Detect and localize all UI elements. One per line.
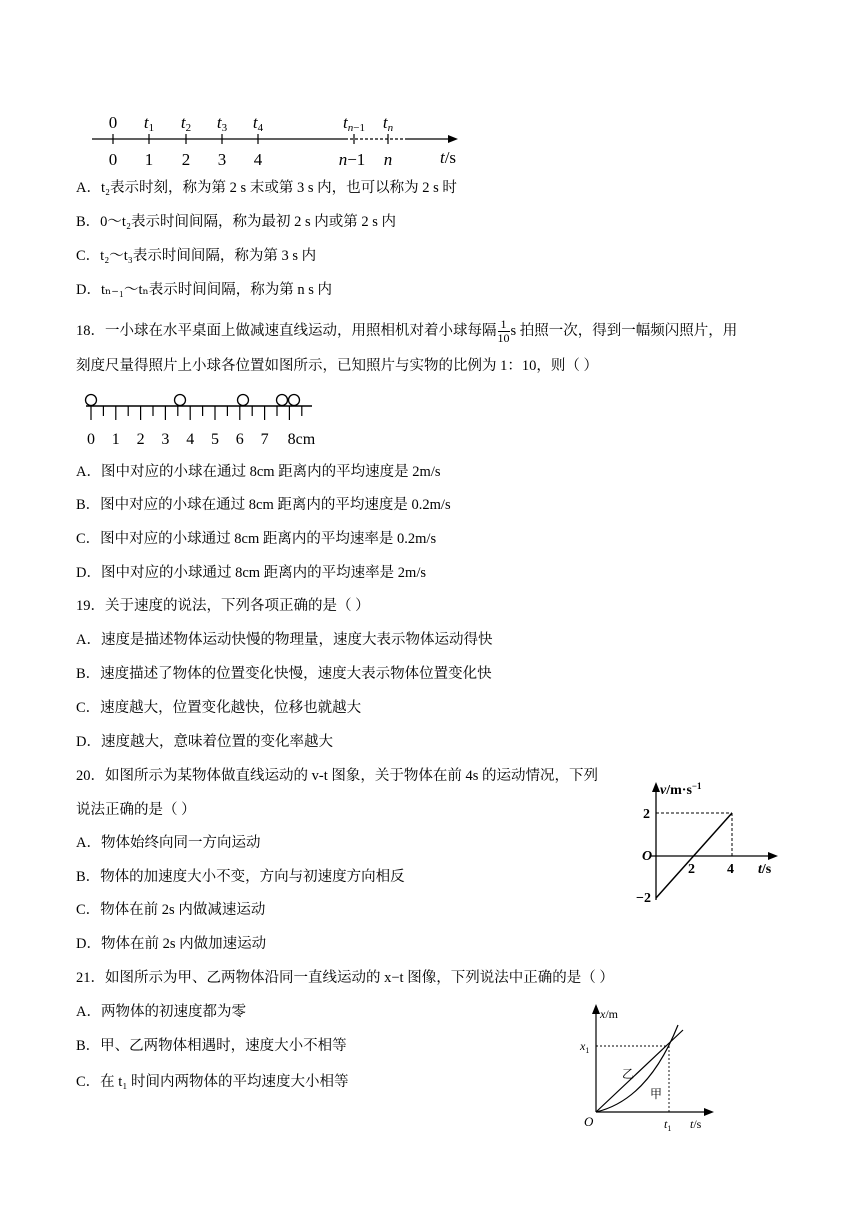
timeline-bottom-0: 0 — [108, 150, 118, 169]
ruler-figure — [80, 388, 330, 450]
q17-option-b[interactable]: B．0～t₂表示时间间隔，称为最初 2 s 内或第 2 s 内 — [76, 214, 397, 230]
ruler-label-7: 7 — [260, 431, 269, 448]
q18-option-d[interactable]: D．图中对应的小球通过 8cm 距离内的平均速率是 2m/s — [76, 565, 427, 581]
timeline-top-0: 0 — [108, 113, 118, 132]
ruler-label-3: 3 — [161, 431, 170, 448]
ruler-label-4: 4 — [186, 431, 195, 448]
ruler-label-8: 8cm — [287, 431, 316, 448]
timeline-bottom-n-1: n−1 — [338, 150, 366, 169]
q18-stem-post: s 拍照一次，得到一幅频闪照片，用 — [510, 322, 738, 339]
q20-option-c[interactable]: C．物体在前 2s 内做减速运动 — [76, 902, 266, 918]
ball-position-0 — [86, 395, 97, 406]
q18-stem-line1 — [76, 318, 737, 345]
ball-position-3 — [277, 395, 288, 406]
q21-option-b[interactable]: B．甲、乙两物体相遇时，速度大小不相等 — [76, 1038, 347, 1054]
timeline-top-t4: t4 — [252, 113, 264, 134]
timeline-top-t3: t3 — [216, 113, 228, 134]
timeline-figure — [80, 108, 470, 170]
q18-stem-pre: 18．一小球在水平桌面上做减速直线运动，用照相机对着小球每隔 — [76, 322, 497, 339]
ruler-label-5: 5 — [211, 431, 219, 448]
vt-graph — [630, 778, 790, 908]
timeline-bottom-2: 2 — [181, 150, 191, 169]
ball-position-2 — [238, 395, 249, 406]
q18-frac-num: 1 — [498, 318, 510, 332]
timeline-top-t2: t2 — [180, 113, 192, 134]
xt-origin: O — [584, 1114, 594, 1129]
q18-fraction — [498, 318, 510, 345]
q18-frac-den: 10 — [497, 331, 510, 345]
xt-t1: $t_1$ — [664, 1117, 672, 1132]
xt-xlabel: t/s — [690, 1117, 702, 1131]
vt-ylabel: $v/m\cdot s^{-1}$ — [660, 781, 702, 798]
q20-option-b[interactable]: B．物体的加速度大小不变，方向与初速度方向相反 — [76, 869, 405, 885]
vt-ytick-2: 2 — [643, 807, 650, 822]
q19-option-a[interactable]: A．速度是描述物体运动快慢的物理量，速度大表示物体运动得快 — [76, 632, 493, 648]
xt-graph — [578, 1000, 728, 1132]
vt-origin: O — [642, 849, 653, 864]
timeline-top-tn-1: tn−1 — [343, 113, 365, 134]
q18-stem-line2: 刻度尺量得照片上小球各位置如图所示，已知照片与实物的比例为 1：10，则（ ） — [76, 358, 598, 374]
vt-xtick-2: 2 — [688, 862, 695, 877]
timeline-top-tn: tn — [382, 113, 394, 134]
ruler-label-0: 0 — [87, 431, 95, 448]
xt-x1: $x_1$ — [580, 1039, 590, 1055]
timeline-axis-label: t/s — [439, 148, 457, 167]
q20-stem-line1: 20．如图所示为某物体做直线运动的 v-t 图象，关于物体在前 4s 的运动情况，下列 — [76, 768, 598, 784]
q20-option-a[interactable]: A．物体始终向同一方向运动 — [76, 835, 261, 851]
q21-option-c[interactable]: C．在 t₁ 时间内两物体的平均速度大小相等 — [76, 1074, 349, 1090]
timeline-top-t1: t1 — [143, 113, 155, 134]
q21-option-a[interactable]: A．两物体的初速度都为零 — [76, 1004, 246, 1020]
q17-option-d[interactable]: D．tₙ₋₁～tₙ表示时间间隔，称为第 n s 内 — [76, 282, 333, 298]
timeline-bottom-1: 1 — [144, 150, 154, 169]
ruler-label-2: 2 — [136, 431, 145, 448]
q19-option-b[interactable]: B．速度描述了物体的位置变化快慢，速度大表示物体位置变化快 — [76, 666, 492, 682]
ruler-label-1: 1 — [111, 431, 120, 448]
q18-option-a[interactable]: A．图中对应的小球在通过 8cm 距离内的平均速度是 2m/s — [76, 464, 441, 480]
q19-stem: 19．关于速度的说法，下列各项正确的是（ ） — [76, 598, 370, 614]
q17-option-a[interactable]: A．t₂表示时刻，称为第 2 s 末或第 3 s 内，也可以称为 2 s 时 — [76, 180, 457, 196]
q20-option-d[interactable]: D．物体在前 2s 内做加速运动 — [76, 936, 267, 952]
timeline-bottom-n: n — [383, 150, 393, 169]
timeline-bottom-3: 3 — [217, 150, 227, 169]
vt-xlabel: t/s — [758, 862, 772, 877]
vt-xtick-4: 4 — [727, 862, 734, 877]
q18-option-b[interactable]: B．图中对应的小球在通过 8cm 距离内的平均速度是 0.2m/s — [76, 497, 451, 513]
q21-stem: 21．如图所示为甲、乙两物体沿同一直线运动的 x−t 图像，下列说法中正确的是（ ） — [76, 970, 614, 986]
q19-option-d[interactable]: D．速度越大，意味着位置的变化率越大 — [76, 734, 333, 750]
ruler-label-6: 6 — [235, 431, 244, 448]
xt-label-yi: 乙 — [622, 1067, 635, 1081]
xt-label-jia: 甲 — [650, 1087, 663, 1101]
q17-option-c[interactable]: C．t₂～t₃表示时间间隔，称为第 3 s 内 — [76, 248, 317, 264]
vt-ytick-neg2: −2 — [636, 891, 651, 906]
q20-stem-line2: 说法正确的是（ ） — [76, 802, 196, 818]
q19-option-c[interactable]: C．速度越大，位置变化越快，位移也就越大 — [76, 700, 362, 716]
ball-position-1 — [175, 395, 186, 406]
xt-ylabel: x/m — [600, 1007, 618, 1021]
timeline-bottom-4: 4 — [253, 150, 263, 169]
q18-option-c[interactable]: C．图中对应的小球通过 8cm 距离内的平均速率是 0.2m/s — [76, 531, 437, 547]
ball-position-4 — [289, 395, 300, 406]
xt-curve-jia — [596, 1025, 678, 1112]
